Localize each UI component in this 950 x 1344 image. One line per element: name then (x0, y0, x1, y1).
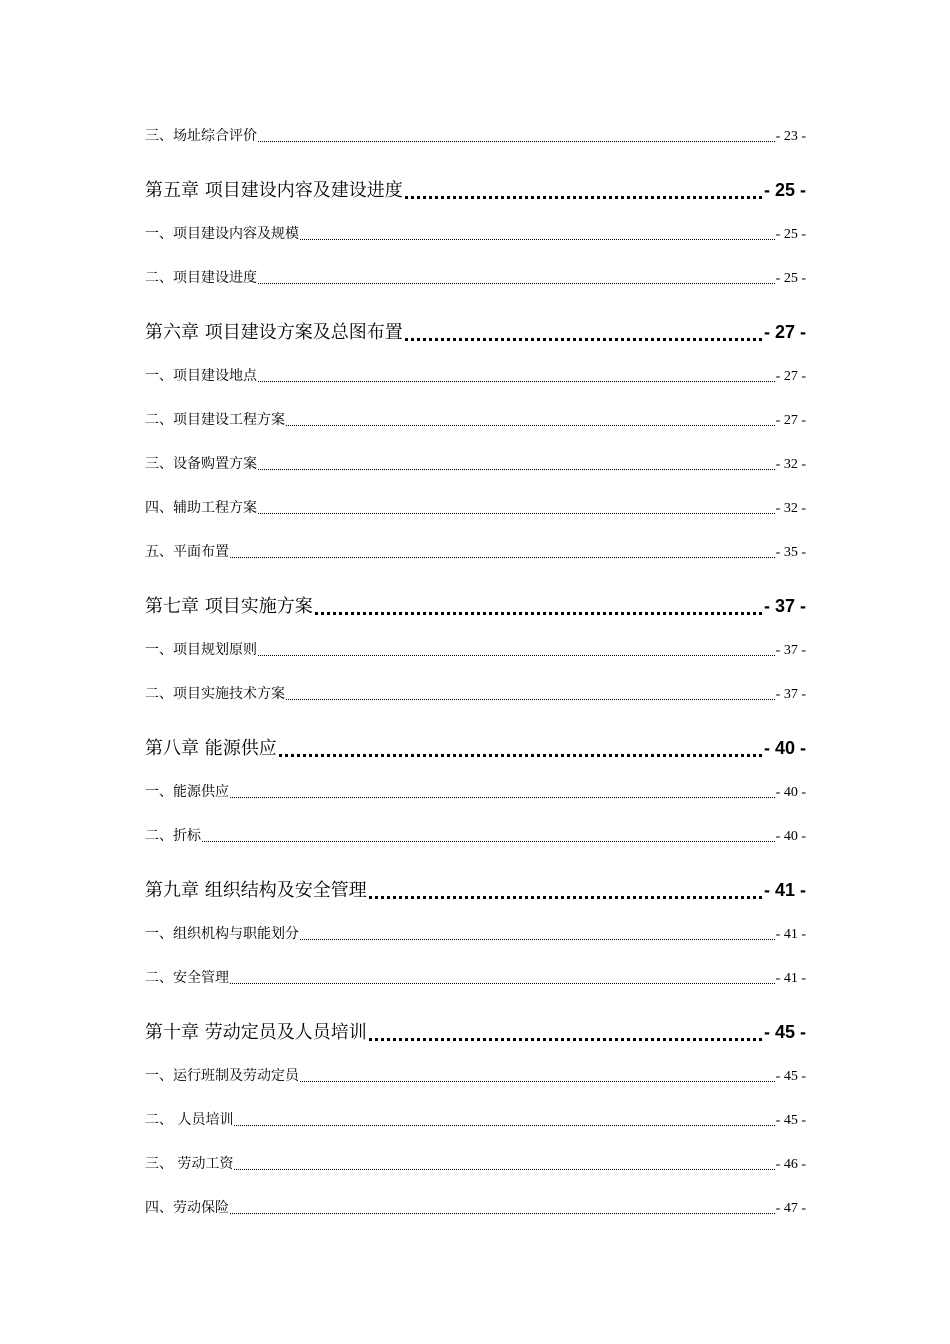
toc-entry-page: - 46 - (775, 1157, 806, 1172)
toc-entry-page: - 45 - (775, 1069, 806, 1084)
toc-entry-title: 三、设备购置方案 (145, 456, 257, 472)
dot-leader (405, 337, 762, 341)
toc-entry[interactable] (145, 968, 806, 988)
toc-entry-page: - 40 - (775, 829, 806, 844)
dot-leader (286, 698, 775, 700)
dot-leader (279, 753, 762, 757)
toc-entry-page: - 47 - (775, 1201, 806, 1216)
toc-entry[interactable] (145, 782, 806, 802)
toc-entry-page: - 37 - (775, 643, 806, 658)
dot-leader (300, 238, 775, 240)
dot-leader (315, 611, 762, 615)
toc-entry-page: - 23 - (775, 129, 806, 144)
dot-leader (258, 512, 775, 514)
toc-entry-page: - 25 - (775, 227, 806, 242)
toc-entry-title: 三、 劳动工资 (145, 1156, 234, 1172)
toc-entry[interactable] (145, 498, 806, 518)
dot-leader (230, 1212, 775, 1214)
toc-entry-title: 三、场址综合评价 (145, 128, 257, 144)
toc-entry-page: - 27 - (775, 413, 806, 428)
toc-entry[interactable] (145, 454, 806, 474)
toc-entry-title: 五、平面布置 (145, 544, 229, 560)
toc-chapter-entry[interactable] (145, 177, 806, 203)
toc-chapter-page: - 27 - (763, 322, 806, 342)
toc-entry[interactable] (145, 640, 806, 660)
dot-leader (258, 654, 775, 656)
toc-chapter-entry[interactable] (145, 319, 806, 345)
toc-entry-title: 一、项目规划原则 (145, 642, 257, 658)
toc-entry-title: 一、项目建设地点 (145, 368, 257, 384)
toc-entry-title: 二、 人员培训 (145, 1112, 234, 1128)
toc-chapter-title: 第九章 组织结构及安全管理 (145, 880, 367, 901)
toc-chapter-page: - 45 - (763, 1022, 806, 1042)
toc-entry[interactable] (145, 268, 806, 288)
dot-leader (258, 282, 775, 284)
toc-entry-page: - 37 - (775, 687, 806, 702)
toc-entry-title: 二、项目建设工程方案 (145, 412, 285, 428)
toc-chapter-page: - 25 - (763, 180, 806, 200)
dot-leader (234, 1124, 774, 1126)
toc-entry-title: 一、组织机构与职能划分 (145, 926, 299, 942)
toc-entry-page: - 41 - (775, 971, 806, 986)
toc-entry-title: 二、项目建设进度 (145, 270, 257, 286)
toc-chapter-entry[interactable] (145, 593, 806, 619)
toc-chapter-page: - 40 - (763, 738, 806, 758)
toc-entry-page: - 25 - (775, 271, 806, 286)
toc-entry[interactable] (145, 924, 806, 944)
toc-chapter-entry[interactable] (145, 1019, 806, 1045)
toc-entry-title: 四、劳动保险 (145, 1200, 229, 1216)
toc-entry-page: - 45 - (775, 1113, 806, 1128)
toc-entry[interactable] (145, 826, 806, 846)
dot-leader (369, 1037, 762, 1041)
toc-entry-title: 一、能源供应 (145, 784, 229, 800)
dot-leader (300, 938, 775, 940)
toc-chapter-title: 第六章 项目建设方案及总图布置 (145, 322, 403, 343)
toc-entry-title: 二、安全管理 (145, 970, 229, 986)
toc-entry-page: - 41 - (775, 927, 806, 942)
dot-leader (286, 424, 775, 426)
toc-chapter-entry[interactable] (145, 735, 806, 761)
toc-entry[interactable] (145, 1198, 806, 1218)
toc-entry[interactable] (145, 126, 806, 146)
toc-entry-page: - 40 - (775, 785, 806, 800)
toc-entry-page: - 35 - (775, 545, 806, 560)
toc-entry-page: - 27 - (775, 369, 806, 384)
toc-entry[interactable] (145, 224, 806, 244)
toc-chapter-page: - 37 - (763, 596, 806, 616)
dot-leader (234, 1168, 774, 1170)
dot-leader (230, 982, 775, 984)
toc-chapter-entry[interactable] (145, 877, 806, 903)
toc-entry-page: - 32 - (775, 501, 806, 516)
toc-chapter-title: 第五章 项目建设内容及建设进度 (145, 180, 403, 201)
toc-entry[interactable] (145, 1110, 806, 1130)
toc-entry-title: 二、折标 (145, 828, 201, 844)
dot-leader (230, 556, 775, 558)
dot-leader (258, 140, 775, 142)
dot-leader (405, 195, 762, 199)
toc-entry[interactable] (145, 1154, 806, 1174)
toc-chapter-page: - 41 - (763, 880, 806, 900)
toc-entry[interactable] (145, 410, 806, 430)
table-of-contents (145, 0, 806, 1344)
dot-leader (230, 796, 775, 798)
dot-leader (202, 840, 775, 842)
toc-entry[interactable] (145, 366, 806, 386)
toc-chapter-title: 第十章 劳动定员及人员培训 (145, 1022, 367, 1043)
toc-entry[interactable] (145, 1066, 806, 1086)
toc-entry-title: 一、项目建设内容及规模 (145, 226, 299, 242)
dot-leader (258, 468, 775, 470)
toc-entry[interactable] (145, 542, 806, 562)
toc-chapter-title: 第八章 能源供应 (145, 738, 277, 759)
toc-entry[interactable] (145, 684, 806, 704)
dot-leader (258, 380, 775, 382)
toc-entry-title: 四、辅助工程方案 (145, 500, 257, 516)
toc-entry-title: 一、运行班制及劳动定员 (145, 1068, 299, 1084)
toc-entry-page: - 32 - (775, 457, 806, 472)
toc-entry-title: 二、项目实施技术方案 (145, 686, 285, 702)
dot-leader (369, 895, 762, 899)
dot-leader (300, 1080, 775, 1082)
toc-chapter-title: 第七章 项目实施方案 (145, 596, 313, 617)
